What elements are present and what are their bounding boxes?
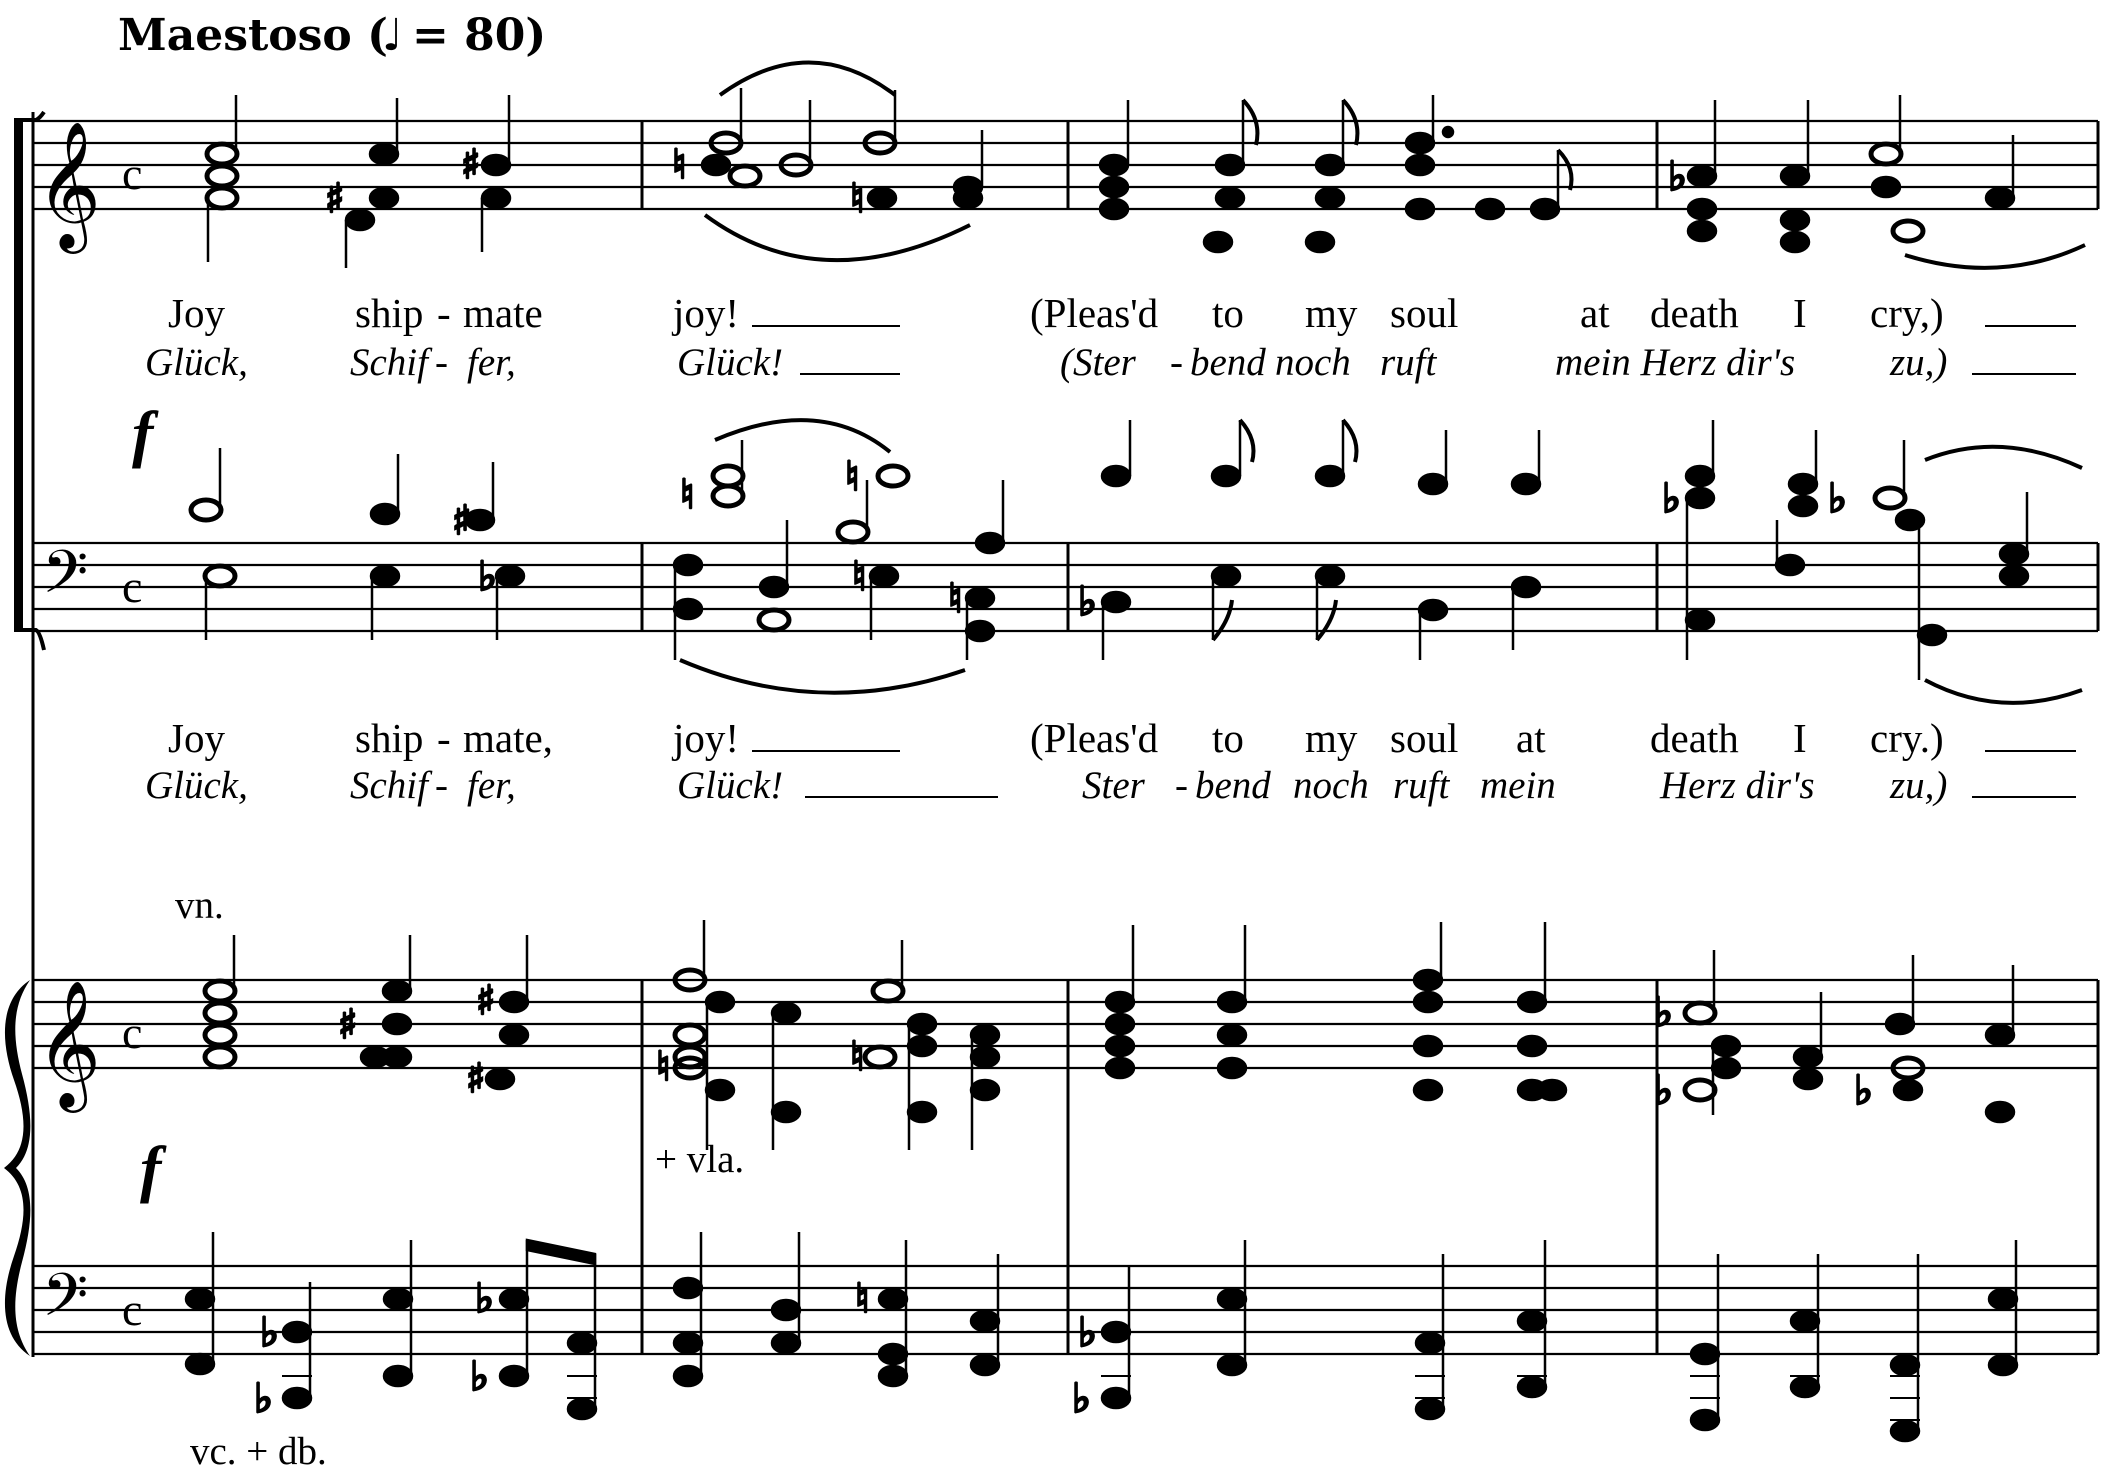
notes-piano-treble [205,920,2015,1150]
natural-icon: ♮ [656,1044,671,1090]
lyric: at [1580,290,1610,336]
lyrics-upper-german [145,341,2076,384]
sharp-icon: ♯ [466,1056,486,1102]
lyric: zu,) [1890,341,1948,384]
lyric: at [1516,715,1546,761]
flat-icon: ♭ [1078,579,1097,625]
sharp-icon: ♯ [338,1002,358,1048]
lyric: ship [355,290,424,336]
natural-icon: ♮ [948,576,963,622]
lyric: Glück! [677,764,784,807]
sharp-icon: ♯ [461,142,481,188]
lyric: to [1212,290,1244,336]
lyric: Glück, [145,764,248,807]
flat-icon: ♭ [478,554,497,600]
flat-icon: ♭ [1654,990,1673,1036]
lyric: mate [463,290,543,336]
lyric: - [437,290,451,336]
lyric: - [435,764,448,807]
lyric: Schif [350,341,428,384]
lyric: Joy [168,290,225,336]
flat-icon: ♭ [1854,1068,1873,1114]
time-signature: c [122,561,143,612]
sharp-icon: ♯ [452,498,472,544]
lyrics-lower-german [145,764,2076,807]
cello-bass-label: vc. + db. [190,1430,327,1472]
viola-label: + vla. [655,1138,745,1181]
flat-icon: ♭ [260,1310,279,1356]
flat-icon: ♭ [1072,1376,1091,1422]
lyric: bend [1190,341,1266,384]
lyric: joy! [673,715,740,761]
natural-icon: ♮ [680,472,695,518]
lyric: noch [1275,341,1351,384]
flat-icon: ♭ [1662,476,1681,522]
lyric: my [1305,715,1358,761]
lyric: I [1793,715,1807,761]
lyric: to [1212,715,1244,761]
lyric: mein [1480,764,1556,807]
lyric: ship [355,715,424,761]
time-signature: c [122,1007,143,1058]
notes-choir-bass [191,420,2082,703]
lyric: ruft [1393,764,1450,807]
lyric: fer, [467,341,516,384]
natural-icon: ♮ [850,176,865,222]
lyric: Ster [1082,764,1145,807]
sharp-icon: ♯ [325,176,345,222]
treble-clef-icon: 𝄞 [36,979,102,1107]
staff-piano-bass [33,1266,2098,1354]
lyric: mein Herz dir's [1555,341,1796,384]
tempo-text: Maestoso ( [118,10,388,61]
lyric: soul [1390,290,1459,336]
lyric: Glück! [677,341,784,384]
lyric: I [1793,290,1807,336]
lyric: - [1175,764,1188,807]
flat-icon: ♭ [1078,1310,1097,1356]
lyric: - [437,715,451,761]
flat-icon: ♭ [1828,476,1847,522]
natural-icon: ♮ [855,1276,870,1322]
natural-icon: ♮ [672,142,687,188]
flat-icon: ♭ [470,1354,489,1400]
notes-piano-bass [186,1232,2017,1441]
lyric: fer, [467,764,516,807]
lyric: (Ster [1060,341,1136,384]
bass-clef-icon: 𝄢 [42,537,89,621]
lyric: death [1650,715,1739,761]
bass-clef-icon: 𝄢 [42,1260,89,1344]
lyric: Glück, [145,341,248,384]
dynamic-forte: f [140,1133,162,1204]
lyrics-lower-english [168,715,2076,761]
flat-icon: ♭ [1668,154,1687,200]
time-signature: c [122,148,143,199]
tempo-marking [118,10,546,61]
lyric: cry,) [1870,290,1944,336]
flat-icon: ♭ [254,1376,273,1422]
tempo-value: = 80) [412,10,547,61]
lyric: bend [1195,764,1271,807]
lyric: noch [1293,764,1369,807]
piano-brace [4,980,30,1356]
lyric: Joy [168,715,225,761]
dynamic-forte: f [132,398,154,469]
lyric: Schif [350,764,428,807]
lyrics-upper-english [168,290,2076,336]
lyric: soul [1390,715,1459,761]
lyric: - [1170,341,1183,384]
natural-icon: ♮ [852,554,867,600]
treble-clef-icon: 𝄞 [36,120,102,248]
lyric: my [1305,290,1358,336]
natural-icon: ♮ [850,1034,865,1080]
lyric: - [435,341,448,384]
sharp-icon: ♯ [476,978,496,1024]
lyric: ruft [1380,341,1437,384]
lyric: mate, [463,715,553,761]
flat-icon: ♭ [475,1276,494,1322]
tempo-note-glyph: ♩ [382,10,403,61]
lyric: zu,) [1890,764,1948,807]
time-signature: c [122,1284,143,1335]
lyric: Herz dir's [1660,764,1815,807]
lyric: (Pleas'd [1030,290,1159,336]
lyric: death [1650,290,1739,336]
lyric: joy! [673,290,740,336]
natural-icon: ♮ [845,454,860,500]
violin-label: vn. [175,884,224,927]
lyric: (Pleas'd [1030,715,1159,761]
lyric: cry.) [1870,715,1944,761]
flat-icon: ♭ [1654,1068,1673,1114]
